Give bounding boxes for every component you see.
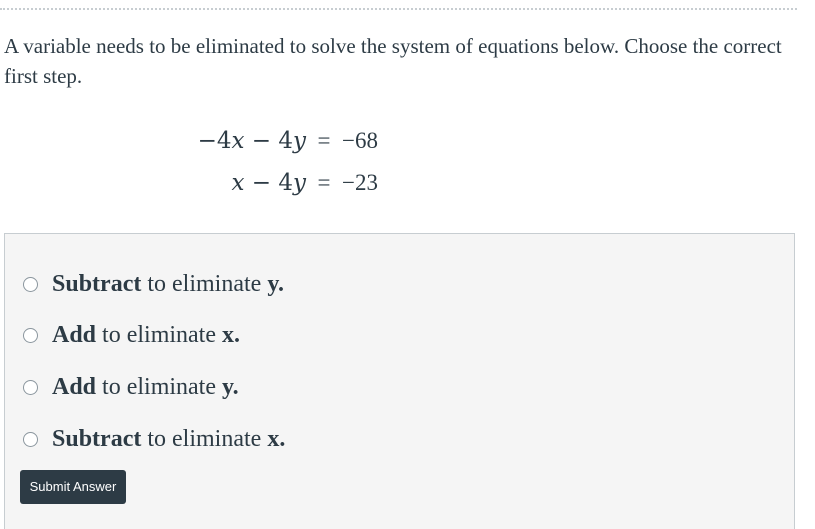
equation-2-var-x: x xyxy=(231,170,245,196)
equation-1-coef-x: −4 xyxy=(197,128,232,154)
equation-1-var-y: y xyxy=(293,128,306,154)
top-dotted-divider xyxy=(0,8,797,10)
equation-2-left-side xyxy=(190,170,306,196)
answer-option-2-label: Add to eliminate x. xyxy=(52,321,240,348)
radio-button-icon[interactable] xyxy=(23,380,38,395)
equation-1 xyxy=(190,128,390,170)
equation-system xyxy=(190,128,390,212)
question-prompt: A variable needs to be eliminated to solve the system of equations below. Choose the correct first step. xyxy=(4,34,782,88)
equation-2-right-side: −23 xyxy=(342,170,378,195)
answer-option-3-label: Add to eliminate y. xyxy=(52,373,239,400)
radio-button-icon[interactable] xyxy=(23,432,38,447)
equation-2-var-y: y xyxy=(293,170,306,196)
answer-option-4-label: Subtract to eliminate x. xyxy=(52,425,286,452)
equation-1-var-x: x xyxy=(231,128,245,154)
equation-2-coef-y: − 4 xyxy=(244,170,293,196)
answer-option-2[interactable] xyxy=(21,320,240,350)
equation-1-equals: = xyxy=(317,128,331,153)
answer-option-3[interactable] xyxy=(21,372,239,402)
submit-answer-button[interactable]: Submit Answer xyxy=(20,470,126,504)
equation-2-equals: = xyxy=(317,170,331,195)
answer-option-1[interactable] xyxy=(21,269,284,299)
equation-1-coef-y: − 4 xyxy=(244,128,293,154)
equation-1-left-side xyxy=(190,128,306,154)
answer-option-4[interactable] xyxy=(21,424,285,454)
radio-button-icon[interactable] xyxy=(23,328,38,343)
equation-1-right-side: −68 xyxy=(342,128,378,153)
answer-option-1-label: Subtract to eliminate y. xyxy=(52,270,284,297)
equation-2 xyxy=(190,170,390,212)
radio-button-icon[interactable] xyxy=(23,277,38,292)
